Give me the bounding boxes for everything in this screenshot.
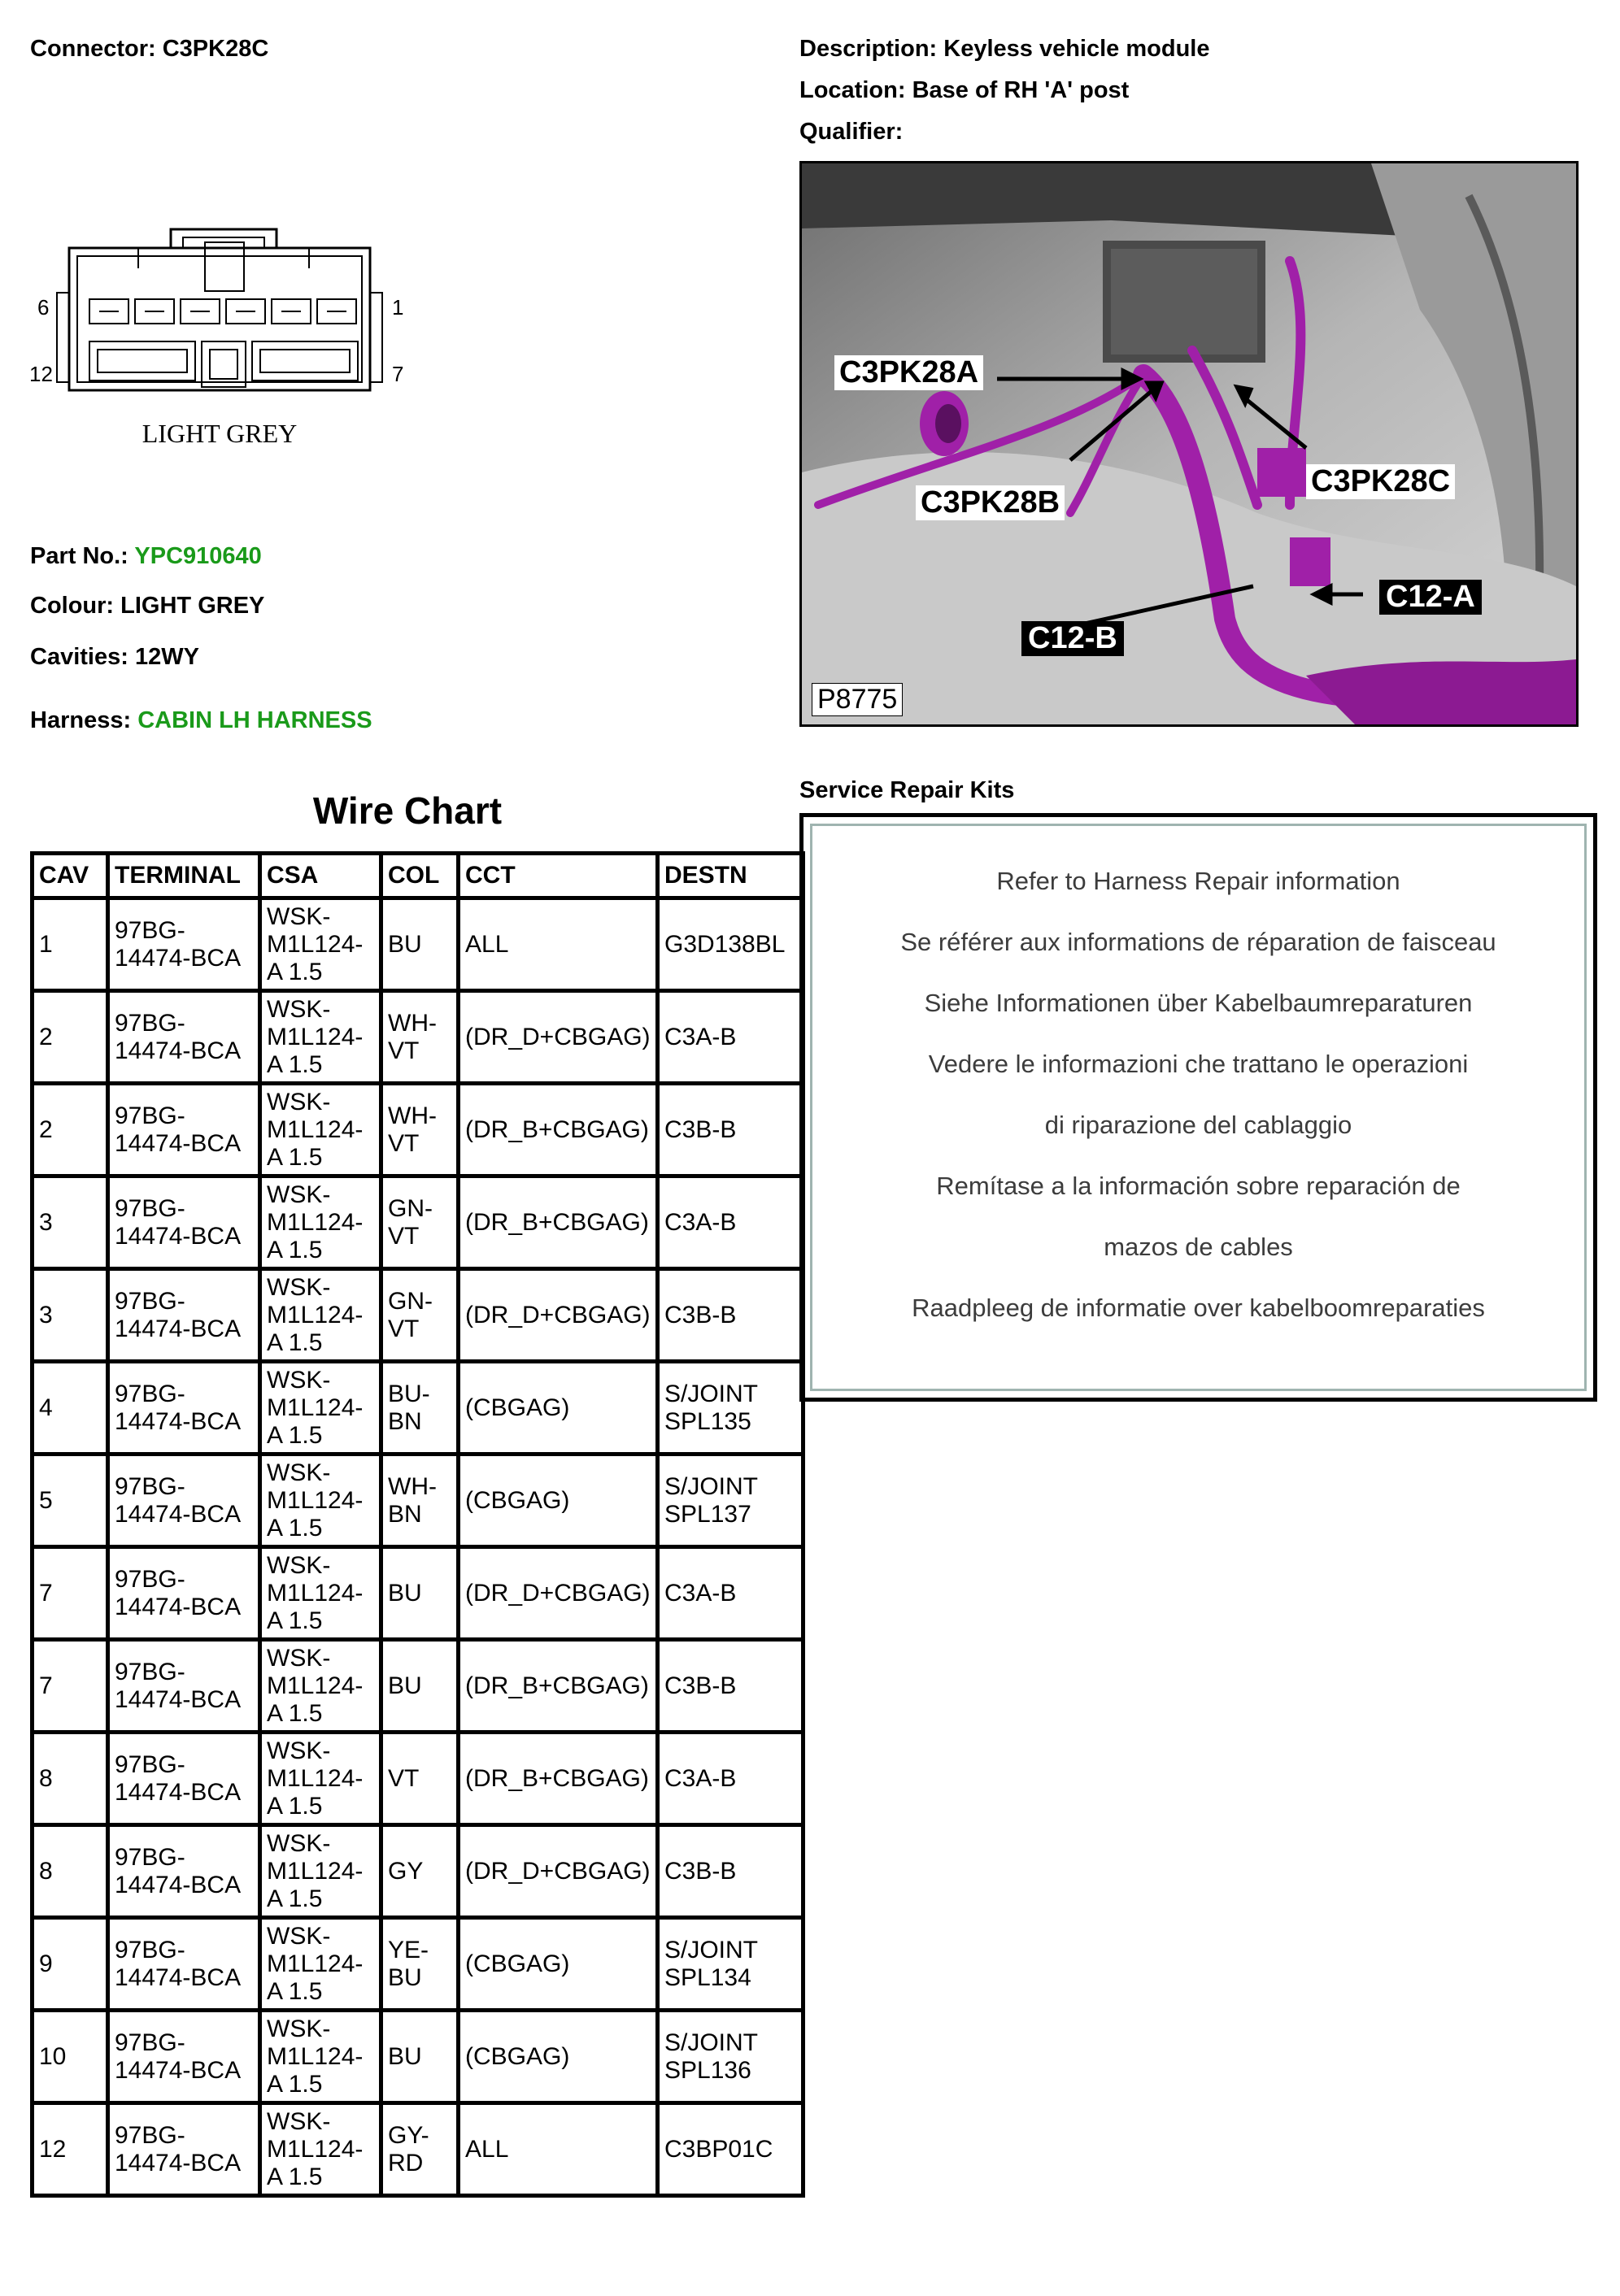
cell-cav: 2 [33,1084,108,1176]
pin-label-1: 1 [392,295,404,320]
location-photo [799,161,1579,727]
table-row [33,2011,803,2103]
description-line: Description: Keyless vehicle module [799,36,1210,62]
cell-destn: S/JOINT SPL134 [658,1918,803,2011]
cell-csa: WSK-M1L124-A 1.5 [260,1269,381,1362]
cell-destn: C3A-B [658,1547,803,1640]
cell-cct: (DR_D+CBGAG) [459,991,658,1084]
cell-cav: 7 [33,1640,108,1733]
location-value: Base of RH 'A' post [912,77,1130,103]
wire-chart-title: Wire Chart [312,789,503,832]
cell-terminal: 97BG-14474-BCA [108,1547,260,1640]
callout-c12-a: C12-A [1379,580,1482,615]
repair-line: di riparazione del cablaggio [1044,1111,1352,1139]
repair-line: Se référer aux informations de réparation de faisceau [900,928,1496,956]
cell-csa: WSK-M1L124-A 1.5 [260,1640,381,1733]
column-header-csa: CSA [260,854,381,898]
cell-cav: 7 [33,1547,108,1640]
column-header-col: COL [381,854,459,898]
colour-value: LIGHT GREY [120,593,265,619]
cell-cct: (DR_B+CBGAG) [459,1084,658,1176]
cell-col: BU [381,898,459,991]
cell-col: WH-VT [381,991,459,1084]
table-row [33,1918,803,2011]
cell-csa: WSK-M1L124-A 1.5 [260,1918,381,2011]
cell-destn: C3B-B [658,1640,803,1733]
cell-cav: 12 [33,2103,108,2196]
cell-destn: C3BP01C [658,2103,803,2196]
callout-c3pk28b: C3PK28B [916,485,1065,520]
harness-value: CABIN LH HARNESS [137,707,372,733]
cell-csa: WSK-M1L124-A 1.5 [260,1455,381,1547]
pin-label-6: 6 [37,295,50,320]
cell-csa: WSK-M1L124-A 1.5 [260,1733,381,1825]
cell-destn: C3A-B [658,1733,803,1825]
cell-destn: S/JOINT SPL136 [658,2011,803,2103]
cell-col: GN-VT [381,1269,459,1362]
cell-csa: WSK-M1L124-A 1.5 [260,2103,381,2196]
cell-terminal: 97BG-14474-BCA [108,1733,260,1825]
repair-line: Remítase a la información sobre reparación de [936,1172,1461,1200]
cell-csa: WSK-M1L124-A 1.5 [260,898,381,991]
location-line: Location: Base of RH 'A' post [799,77,1130,103]
table-row [33,1640,803,1733]
column-header-terminal: TERMINAL [108,854,260,898]
cell-cct: (DR_D+CBGAG) [459,1547,658,1640]
column-header-destn: DESTN [658,854,803,898]
table-row [33,2103,803,2196]
cell-terminal: 97BG-14474-BCA [108,1918,260,2011]
column-header-cct: CCT [459,854,658,898]
table-row [33,1269,803,1362]
colour-line: Colour: LIGHT GREY [30,593,265,619]
cell-cav: 8 [33,1733,108,1825]
cell-cav: 5 [33,1455,108,1547]
cell-cav: 8 [33,1825,108,1918]
cell-terminal: 97BG-14474-BCA [108,898,260,991]
table-row [33,1733,803,1825]
cell-col: GN-VT [381,1176,459,1269]
cell-csa: WSK-M1L124-A 1.5 [260,1825,381,1918]
cell-terminal: 97BG-14474-BCA [108,991,260,1084]
cell-destn: C3A-B [658,1176,803,1269]
cell-destn: C3B-B [658,1084,803,1176]
cell-cct: (DR_B+CBGAG) [459,1176,658,1269]
photo-id: P8775 [812,683,903,716]
connector-colour-label: LIGHT GREY [142,419,298,448]
harness-line: Harness: CABIN LH HARNESS [30,707,372,733]
cell-cct: (DR_D+CBGAG) [459,1825,658,1918]
cell-terminal: 97BG-14474-BCA [108,1269,260,1362]
cell-destn: C3B-B [658,1825,803,1918]
repair-line: Raadpleeg de informatie over kabelboomreparaties [912,1294,1485,1322]
cell-cct: (DR_B+CBGAG) [459,1640,658,1733]
cell-terminal: 97BG-14474-BCA [108,1825,260,1918]
cell-col: GY [381,1825,459,1918]
wire-chart-body [33,898,803,2196]
cell-terminal: 97BG-14474-BCA [108,1640,260,1733]
cell-col: BU-BN [381,1362,459,1455]
cell-cav: 2 [33,991,108,1084]
wire-chart-header-row [33,854,803,898]
cell-col: GY-RD [381,2103,459,2196]
cell-csa: WSK-M1L124-A 1.5 [260,1176,381,1269]
cavities-line: Cavities: 12WY [30,644,199,670]
cell-cav: 4 [33,1362,108,1455]
repair-line: Siehe Informationen über Kabelbaumreparaturen [924,989,1473,1017]
pin-label-12: 12 [29,362,53,386]
cell-destn: S/JOINT SPL137 [658,1455,803,1547]
cell-cct: (CBGAG) [459,1455,658,1547]
cell-col: WH-BN [381,1455,459,1547]
repair-line: Vedere le informazioni che trattano le operazioni [928,1050,1469,1078]
cell-col: YE-BU [381,1918,459,2011]
cell-cct: (CBGAG) [459,1362,658,1455]
cell-terminal: 97BG-14474-BCA [108,2011,260,2103]
cell-destn: G3D138BL [658,898,803,991]
table-row [33,1084,803,1176]
cell-cav: 10 [33,2011,108,2103]
cell-csa: WSK-M1L124-A 1.5 [260,991,381,1084]
cell-terminal: 97BG-14474-BCA [108,1176,260,1269]
callout-c12-b: C12-B [1021,621,1124,656]
cell-cct: ALL [459,2103,658,2196]
cell-col: VT [381,1733,459,1825]
cell-cct: ALL [459,898,658,991]
table-row [33,1362,803,1455]
repair-line: Refer to Harness Repair information [996,867,1400,895]
cell-col: BU [381,2011,459,2103]
description-value: Keyless vehicle module [943,36,1210,62]
cell-csa: WSK-M1L124-A 1.5 [260,1547,381,1640]
cell-cct: (CBGAG) [459,1918,658,2011]
wire-chart-table [30,851,805,2198]
cell-cct: (DR_B+CBGAG) [459,1733,658,1825]
table-row [33,1455,803,1547]
cell-csa: WSK-M1L124-A 1.5 [260,2011,381,2103]
cell-csa: WSK-M1L124-A 1.5 [260,1362,381,1455]
qualifier-line: Qualifier: [799,119,904,145]
repair-line: mazos de cables [1104,1233,1293,1261]
cell-cav: 1 [33,898,108,991]
connector-heading: Connector: C3PK28C [30,36,269,62]
cell-cav: 3 [33,1176,108,1269]
part-number-line: Part No.: YPC910640 [30,543,262,569]
table-row [33,898,803,991]
cell-terminal: 97BG-14474-BCA [108,1084,260,1176]
connector-face-diagram [24,220,415,463]
callout-c3pk28a: C3PK28A [834,355,983,390]
cell-destn: S/JOINT SPL135 [658,1362,803,1455]
cell-terminal: 97BG-14474-BCA [108,1362,260,1455]
table-row [33,991,803,1084]
cell-destn: C3B-B [658,1269,803,1362]
cell-col: BU [381,1547,459,1640]
cell-col: BU [381,1640,459,1733]
table-row [33,1825,803,1918]
service-repair-box [799,813,1597,1402]
column-header-cav: CAV [33,854,108,898]
cell-terminal: 97BG-14474-BCA [108,1455,260,1547]
cell-csa: WSK-M1L124-A 1.5 [260,1084,381,1176]
part-number-value: YPC910640 [134,543,262,569]
table-row [33,1176,803,1269]
cell-cct: (DR_D+CBGAG) [459,1269,658,1362]
cell-cav: 9 [33,1918,108,2011]
cell-cct: (CBGAG) [459,2011,658,2103]
table-row [33,1547,803,1640]
cavities-value: 12WY [134,644,199,670]
cell-destn: C3A-B [658,991,803,1084]
callout-c3pk28c: C3PK28C [1306,464,1455,499]
cell-terminal: 97BG-14474-BCA [108,2103,260,2196]
cell-cav: 3 [33,1269,108,1362]
service-repair-title: Service Repair Kits [799,777,1015,803]
connector-id: C3PK28C [162,36,269,62]
cell-col: WH-VT [381,1084,459,1176]
pin-label-7: 7 [392,362,404,386]
